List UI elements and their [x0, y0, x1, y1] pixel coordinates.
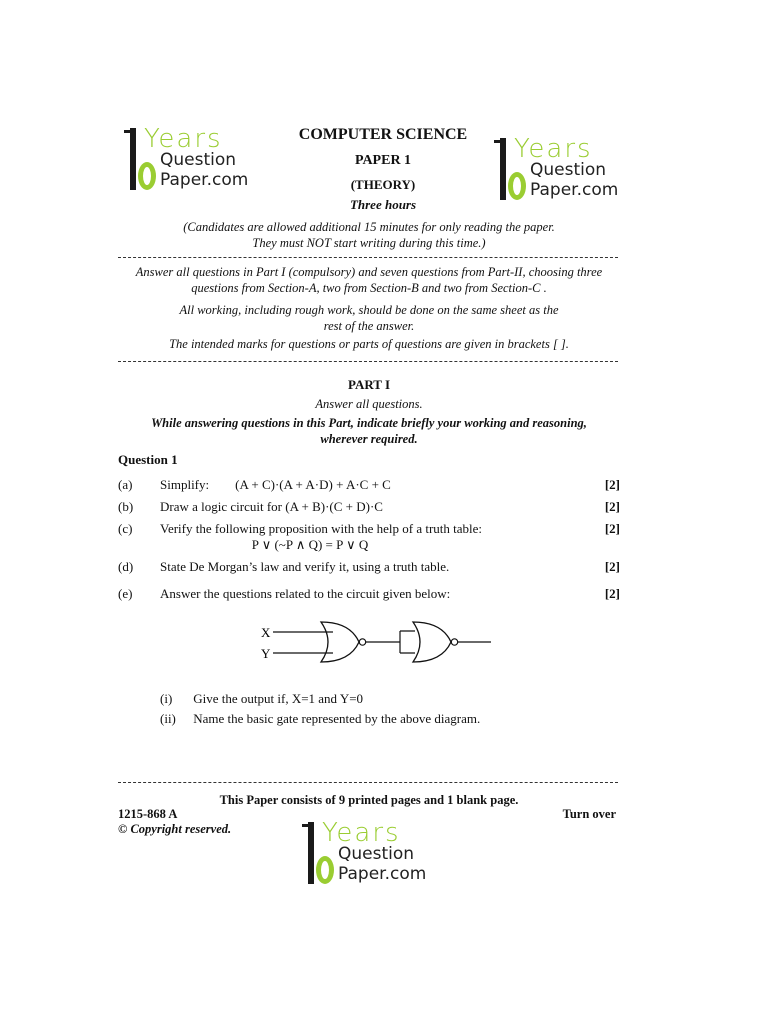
logo-question-text: Question: [530, 160, 607, 180]
nor-gate-2: [413, 622, 451, 662]
working-instruction-line2: rest of the answer.: [323, 319, 415, 333]
logo-digit-zero: [138, 162, 156, 190]
watermark-logo-bottom: [308, 818, 438, 888]
logo-years-text: Years: [144, 124, 223, 154]
sub-item-text: Give the output if, X=1 and Y=0: [193, 691, 364, 706]
item-marks: [2]: [604, 559, 620, 574]
reading-time-note-line1: (Candidates are allowed additional 15 minutes for only reading the paper.: [183, 220, 555, 234]
logo-years-text: Years: [514, 134, 593, 164]
working-instruction-line1: All working, including rough work, should be done on the same sheet as the: [179, 303, 559, 317]
part-answer-all: Answer all questions.: [315, 397, 423, 411]
sub-item-ii: [160, 711, 480, 727]
item-marks: [2]: [604, 586, 620, 601]
part-note-line2: wherever required.: [320, 432, 418, 446]
part-title: PART I: [347, 377, 391, 392]
nor-gate-1: [321, 622, 359, 662]
item-text: Verify the following proposition with the help of a truth table:: [160, 521, 483, 536]
item-text: Draw a logic circuit for (A + B)·(C + D)·C: [160, 499, 383, 514]
copyright: © Copyright reserved.: [118, 822, 232, 836]
logo-question-text: Question: [338, 844, 415, 864]
nor-gate-1-bubble: [359, 639, 365, 645]
item-marks: [2]: [604, 477, 620, 492]
item-marks: [2]: [604, 521, 620, 536]
nor-gate-2-bubble: [451, 639, 457, 645]
proposition-formula: P ∨ (~P ∧ Q) = P ∨ Q: [251, 537, 369, 552]
logo-digit-one: [130, 128, 136, 190]
answer-instruction-line1: Answer all questions in Part I (compulsory) and seven questions from Part-II, choosing three: [135, 265, 603, 279]
sub-item-label: (i): [160, 691, 173, 706]
item-label: (a): [118, 477, 133, 492]
marks-instruction: The intended marks for questions or parts of questions are given in brackets [ ].: [169, 337, 569, 351]
subject-title: COMPUTER SCIENCE: [298, 126, 468, 143]
divider-bottom: [118, 782, 618, 783]
logo-years-text: Years: [322, 818, 401, 848]
logo-question-text: Question: [160, 150, 237, 170]
input-y-label: Y: [261, 646, 271, 661]
paper-number: PAPER 1: [354, 153, 412, 168]
duration: Three hours: [349, 197, 417, 212]
item-text: Answer the questions related to the circuit given below:: [160, 586, 451, 601]
divider-top: [118, 257, 618, 258]
logo-digit-zero: [316, 856, 334, 884]
sub-item-text: Name the basic gate represented by the above diagram.: [193, 711, 481, 726]
sub-item-label: (ii): [160, 711, 176, 726]
connector-split: [400, 631, 415, 653]
item-label: (b): [118, 499, 134, 514]
answer-instruction-line2: questions from Section-A, two from Section-B and two from Section-C .: [191, 281, 547, 295]
logo-digit-one: [308, 822, 314, 884]
item-marks: [2]: [604, 499, 620, 514]
logo-papercom-text: Paper.com: [160, 170, 249, 190]
item-label: (d): [118, 559, 134, 574]
turn-over: Turn over: [562, 807, 616, 821]
paper-code: 1215-868 A: [118, 807, 178, 821]
item-label: (e): [118, 586, 133, 601]
logic-circuit-diagram: [255, 612, 495, 674]
item-label: (c): [118, 521, 133, 536]
input-x-label: X: [261, 625, 271, 640]
sub-item-i: [160, 691, 363, 707]
logo-papercom-text: Paper.com: [530, 180, 619, 200]
logo-papercom-text: Paper.com: [338, 864, 427, 884]
reading-time-note-line2: They must NOT start writing during this time.): [252, 236, 486, 250]
part-note-line1: While answering questions in this Part, indicate briefly your working and reasoning,: [151, 416, 587, 430]
watermark-logo-right: [500, 134, 630, 204]
question-heading: Question 1: [118, 452, 178, 467]
item-text: State De Morgan’s law and verify it, using a truth table.: [160, 559, 450, 574]
divider-middle: [118, 361, 618, 362]
item-text: Simplify: (A + C)·(A + A·D) + A·C + C: [160, 477, 391, 492]
pages-note: This Paper consists of 9 printed pages and 1 blank page.: [219, 793, 519, 807]
paper-type: (THEORY): [350, 177, 416, 192]
